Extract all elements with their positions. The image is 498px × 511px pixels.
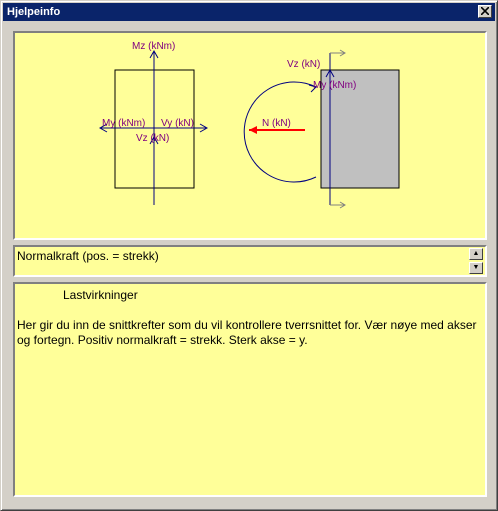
help-text-panel[interactable]	[13, 282, 487, 497]
window-title: Hjelpeinfo	[7, 6, 61, 18]
my-label-right: My (kNm)	[313, 80, 357, 91]
close-icon	[481, 7, 489, 15]
force-diagram	[15, 33, 485, 238]
cross-section-view	[100, 41, 207, 205]
help-body: Her gir du inn de snittkrefter som du vil kontrollere tverrsnittet for. Vær nøye med akser og fortegn. Positiv normalkraft = strekk. Sterk akse = y.	[17, 318, 477, 347]
vy-label: Vy (kN)	[161, 118, 194, 129]
scroll-down-button[interactable]: ▼	[469, 262, 483, 274]
description-field-value: Normalkraft (pos. = strekk)	[17, 249, 159, 263]
mz-label: Mz (kNm)	[132, 41, 176, 52]
vz-label-left: Vz (kN)	[136, 133, 170, 144]
my-label-left: My (kNm)	[102, 118, 146, 129]
scroll-up-button[interactable]: ▲	[469, 248, 483, 260]
diagram-panel	[13, 31, 487, 240]
title-bar[interactable]	[3, 3, 495, 21]
vz-label-right: Vz (kN)	[287, 59, 321, 70]
normal-force-arrow-icon	[249, 126, 257, 134]
help-heading: Lastvirkninger	[63, 288, 138, 302]
close-button[interactable]	[478, 5, 492, 18]
description-field[interactable]	[13, 245, 487, 277]
n-label: N (kN)	[262, 118, 291, 129]
side-view	[244, 50, 399, 208]
